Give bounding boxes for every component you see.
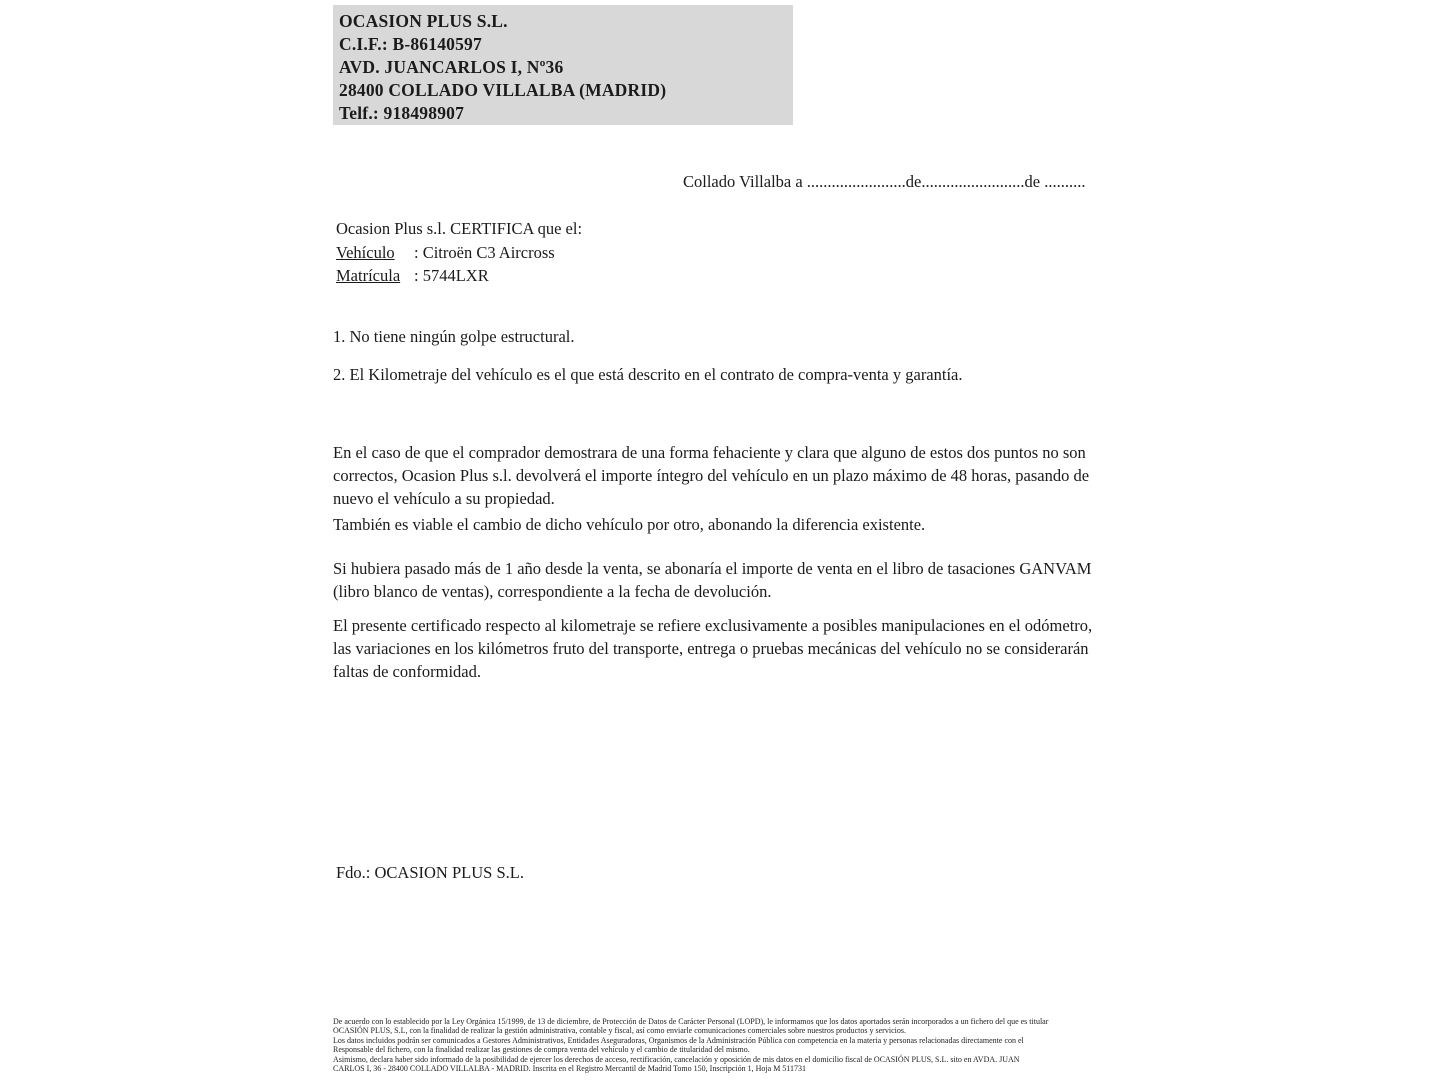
plate-label: Matrícula — [336, 266, 401, 285]
company-address: AVD. JUANCARLOS I, Nº36 — [339, 57, 564, 77]
paragraph-exchange: También es viable el cambio de dicho vehículo por otro, abonando la diferencia existente. — [333, 515, 926, 534]
certify-block — [336, 217, 582, 288]
date-line: Collado Villalba a ........................de.........................de .......... — [683, 172, 1086, 191]
footer-line-1: De acuerdo con lo establecido por la Ley Orgánica 15/1999, de 13 de diciembre, de Protección de Datos de Carácter Personal (LOPD), le informamos que los datos aportados serán incorporados a un fichero del que es titular — [333, 1017, 1049, 1026]
company-name: OCASION PLUS S.L. — [339, 11, 508, 31]
paragraph-refund: En el caso de que el comprador demostrara de una forma fehaciente y clara que alguno de estos dos puntos no son correctos, Ocasion Plus s.l. devolverá el importe íntegro del vehículo en un plazo máximo de 48 horas, pasando de nuevo el vehículo a su propiedad. — [333, 443, 1090, 508]
footer-line-4: Responsable del fichero, con la finalidad realizar las gestiones de compra venta del vehículo y el cambio de titularidad del mismo. — [333, 1045, 750, 1055]
plate-row — [336, 264, 582, 288]
vehicle-label: Vehículo — [336, 242, 395, 262]
paragraph-odometer: El presente certificado respecto al kilometraje se refiere exclusivamente a posibles manipulaciones en el odómetro, las variaciones en los kilómetros fruto del transporte, entrega o pruebas mecánicas del vehículo no se considerarán faltas de conformidad. — [333, 616, 1093, 681]
company-header-block — [333, 5, 793, 125]
footer-line-2: OCASIÓN PLUS, S.L, con la finalidad de realizar la gestión administrativa, contable y fiscal, así como enviarle comunicaciones comerciales sobre nuestros productos y servicios. — [333, 1026, 906, 1036]
legal-footer — [333, 1017, 1123, 1073]
signature-line: Fdo.: OCASION PLUS S.L. — [336, 863, 524, 882]
company-city: 28400 COLLADO VILLALBA (MADRID) — [339, 80, 667, 100]
certify-intro: Ocasion Plus s.l. CERTIFICA que el: — [336, 219, 583, 238]
company-phone: Telf.: 918498907 — [339, 103, 465, 123]
company-cif: C.I.F.: B-86140597 — [339, 34, 482, 54]
paragraph-ganvam: Si hubiera pasado más de 1 año desde la venta, se abonaría el importe de venta en el libro de tasaciones GANVAM (libro blanco de ventas), correspondiente a la fecha de devolución. — [333, 559, 1092, 601]
vehicle-row — [336, 241, 582, 265]
plate-value: : 5744LXR — [414, 266, 489, 285]
footer-line-5: Asimismo, declara haber sido informado de la posibilidad de ejercer los derechos de acceso, rectificación, cancelación y oposición de mis datos en el domicilio fiscal de OCASIÓN PLUS, S.L. sito en AVDA. JUAN — [333, 1054, 1020, 1064]
point-item-2: 2. El Kilometraje del vehículo es el que está descrito en el contrato de compra-venta y garantía. — [333, 365, 963, 384]
vehicle-value: : Citroën C3 Aircross — [414, 242, 555, 262]
footer-line-6: CARLOS I, 36 - 28400 COLLADO VILLALBA - MADRID. Inscrita en el Registro Mercantil de Madrid Tomo 150, Inscripción 1, Hoja M 511731 — [333, 1064, 807, 1074]
footer-line-3: Los datos incluidos podrán ser comunicados a Gestores Administrativos, Entidades Aseguradoras, Organismos de la Administración Pública con competencia en la materia y personas relacionadas directamente con el — [333, 1035, 1024, 1045]
point-item-1: 1. No tiene ningún golpe estructural. — [333, 327, 575, 346]
